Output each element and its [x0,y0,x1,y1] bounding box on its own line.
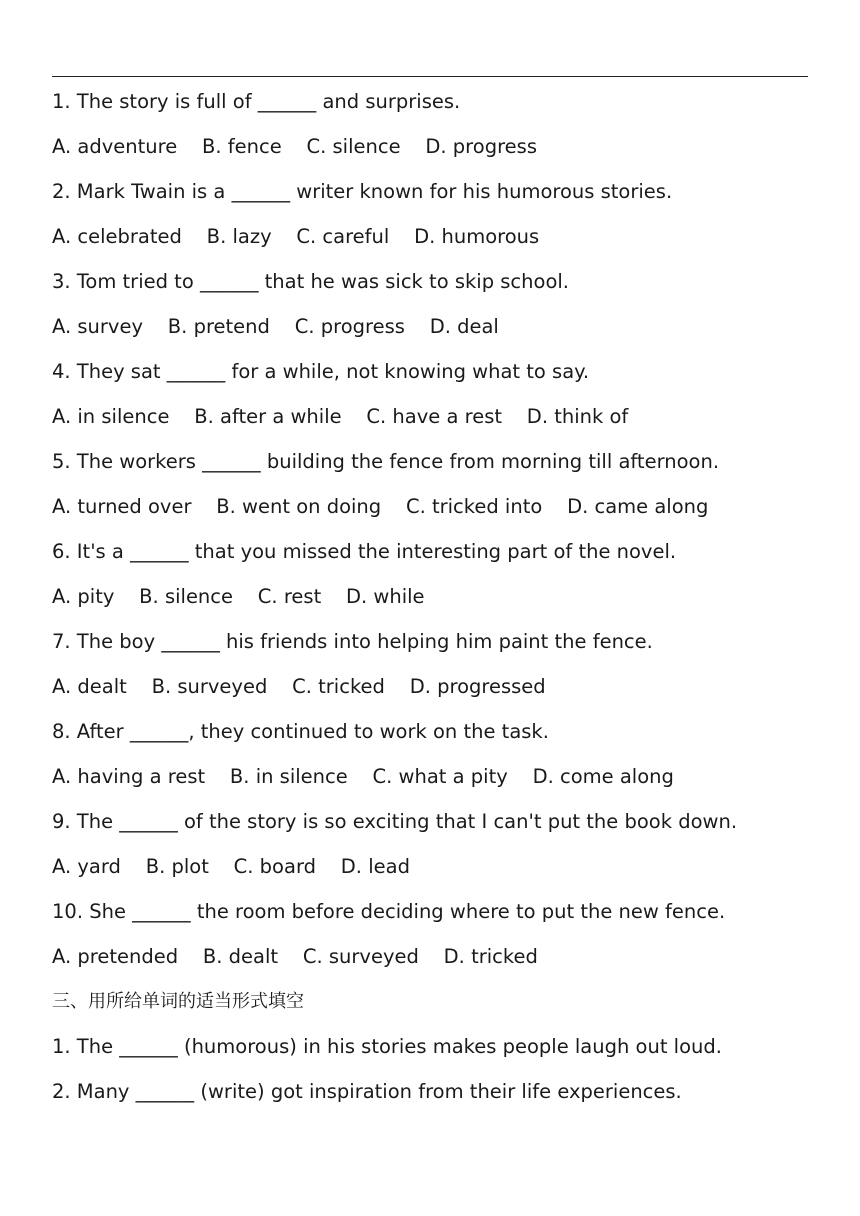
fill-in-item: 1. The ______ (humorous) in his stories makes people laugh out loud. [52,1035,722,1058]
question-options: A. survey B. pretend C. progress D. deal [52,315,499,338]
question-stem: 2. Mark Twain is a ______ writer known for his humorous stories. [52,180,673,203]
worksheet [52,84,822,1119]
question-options: A. pity B. silence C. rest D. while [52,585,425,608]
question-options: A. dealt B. surveyed C. tricked D. progressed [52,675,546,698]
question-stem: 1. The story is full of ______ and surprises. [52,90,461,113]
question-options: A. celebrated B. lazy C. careful D. humorous [52,225,540,248]
question-stem: 6. It's a ______ that you missed the interesting part of the novel. [52,540,677,563]
question-stem: 7. The boy ______ his friends into helping him paint the fence. [52,630,653,653]
question-options: A. adventure B. fence C. silence D. progress [52,135,537,158]
question-stem: 8. After ______, they continued to work on the task. [52,720,549,743]
question-options: A. turned over B. went on doing C. tricked into D. came along [52,495,709,518]
question-options: A. having a rest B. in silence C. what a pity D. come along [52,765,674,788]
question-stem: 3. Tom tried to ______ that he was sick to skip school. [52,270,569,293]
top-rule [52,76,808,77]
question-stem: 9. The ______ of the story is so exciting that I can't put the book down. [52,810,738,833]
question-stem: 5. The workers ______ building the fence from morning till afternoon. [52,450,720,473]
question-options: A. yard B. plot C. board D. lead [52,855,410,878]
fill-in-item: 2. Many ______ (write) got inspiration from their life experiences. [52,1080,682,1103]
question-options: A. pretended B. dealt C. surveyed D. tricked [52,945,538,968]
question-stem: 4. They sat ______ for a while, not knowing what to say. [52,360,590,383]
question-stem: 10. She ______ the room before deciding where to put the new fence. [52,900,726,923]
question-options: A. in silence B. after a while C. have a rest D. think of [52,405,629,428]
section-heading: 三、用所给单词的适当形式填空 [52,991,304,1012]
